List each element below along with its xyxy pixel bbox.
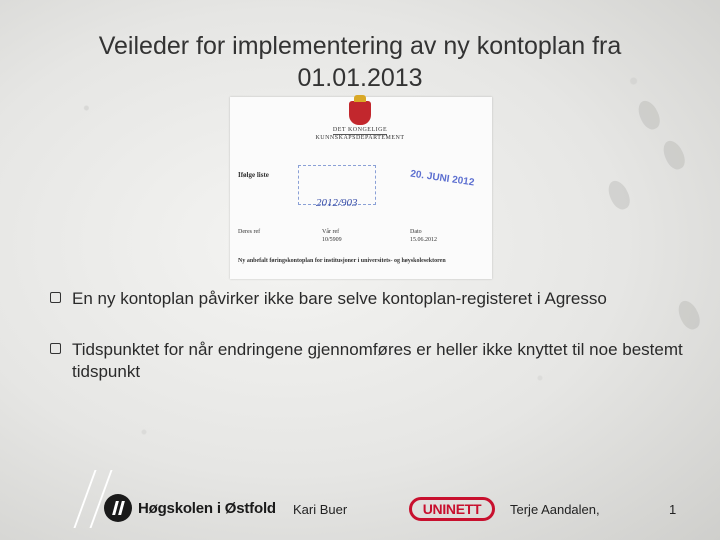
slide-title-line1: Veileder for implementering av ny kontoplan fra xyxy=(98,32,622,60)
stamp-date: 20. JUNI 2012 xyxy=(409,168,475,189)
coat-of-arms-icon xyxy=(349,101,371,125)
label-dato: Dato xyxy=(410,229,422,235)
label-var-ref: Vår ref xyxy=(322,229,340,235)
bullet-item xyxy=(50,339,690,383)
bullet-item xyxy=(50,288,690,310)
bullet-list xyxy=(50,288,690,412)
handwritten-reference: 2012/903 xyxy=(316,197,358,209)
department-line2: KUNNSKAPSDEPARTEMENT xyxy=(315,135,405,141)
checkbox-bullet-icon xyxy=(50,292,61,303)
hiof-logo-icon xyxy=(104,494,132,522)
page-number: 1 xyxy=(669,502,677,517)
hiof-logo-text: Høgskolen i Østfold xyxy=(138,499,276,517)
letter-subject: Ny anbefalt føringskontoplan for institusjoner i universitets- og høyskolesektoren xyxy=(238,258,446,264)
checkbox-bullet-icon xyxy=(50,343,61,354)
label-deres-ref: Deres ref xyxy=(238,229,261,235)
var-ref-value: 10/5909 xyxy=(322,237,342,243)
dato-value: 15.06.2012 xyxy=(410,237,437,243)
slide-title-line2: 01.01.2013 xyxy=(297,64,423,92)
bullet-text: En ny kontoplan påvirker ikke bare selve kontoplan-registeret i Agresso xyxy=(72,289,607,308)
footer-author: Kari Buer xyxy=(293,502,348,517)
bullet-text: Tidspunktet for når endringene gjennomføres er heller ikke knyttet til noe bestemt tidspunkt xyxy=(72,340,683,381)
hiof-logo xyxy=(104,494,276,522)
uninett-logo: UNINETT xyxy=(409,497,495,521)
department-line1: DET KONGELIGE xyxy=(332,127,388,133)
slide-title xyxy=(40,30,680,94)
letter-image xyxy=(230,97,492,279)
footer-coauthor: Terje Aandalen, xyxy=(510,502,600,517)
letter-addressee: Ifølge liste xyxy=(238,171,269,179)
department-header xyxy=(310,127,410,142)
